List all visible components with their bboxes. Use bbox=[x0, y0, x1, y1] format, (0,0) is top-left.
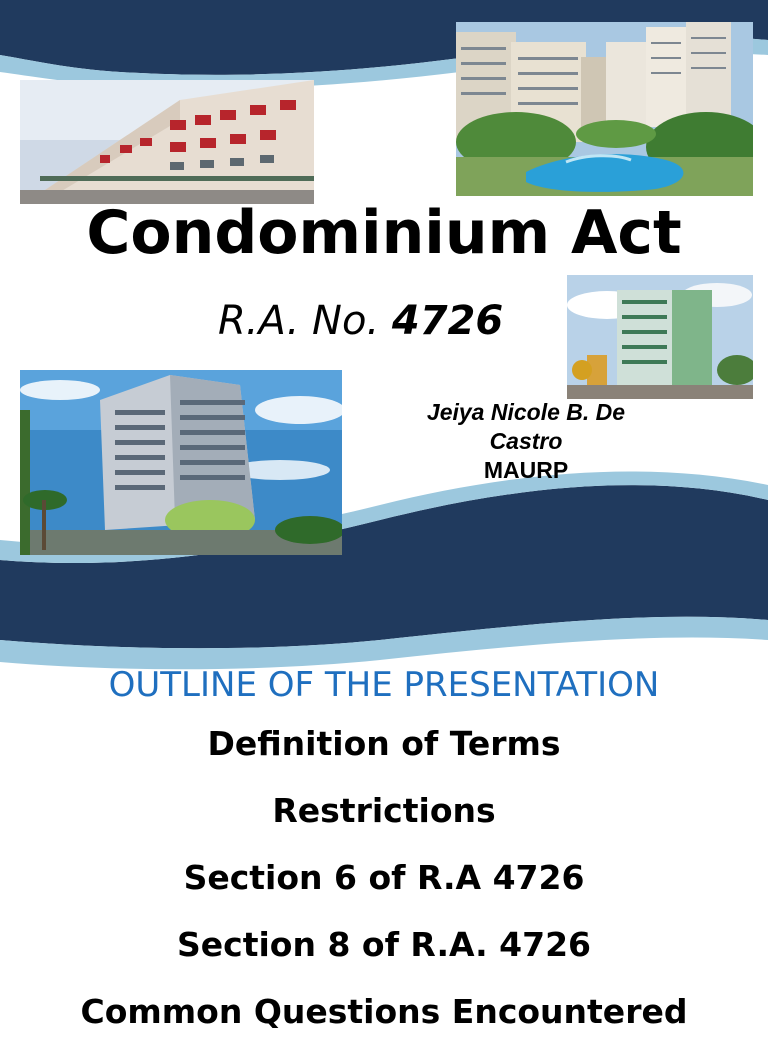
slide-title: Condominium Act bbox=[86, 198, 682, 268]
low-rise-condo-photo bbox=[20, 80, 314, 204]
ra-number: 4726 bbox=[391, 298, 504, 344]
outline-list bbox=[0, 710, 768, 1045]
ra-prefix: R.A. No. bbox=[218, 298, 380, 344]
author-name-line1: Jeiya Nicole B. De bbox=[426, 399, 626, 425]
outline-item: Common Questions Encountered bbox=[80, 992, 688, 1031]
ra-number-line bbox=[218, 298, 503, 344]
glass-highrise-photo bbox=[20, 370, 342, 555]
author-organization: MAURP bbox=[483, 457, 569, 483]
outline-heading: OUTLINE OF THE PRESENTATION bbox=[108, 665, 660, 705]
outline-item: Restrictions bbox=[272, 791, 496, 830]
author-name-line2: Castro bbox=[489, 428, 563, 454]
author-block bbox=[376, 398, 676, 485]
outline-section bbox=[0, 660, 768, 1045]
outline-item: Definition of Terms bbox=[207, 724, 561, 763]
outline-item: Section 6 of R.A 4726 bbox=[183, 858, 585, 897]
outline-item: Section 8 of R.A. 4726 bbox=[177, 925, 591, 964]
condo-pool-complex-photo bbox=[456, 22, 753, 196]
green-building-photo bbox=[567, 275, 753, 399]
